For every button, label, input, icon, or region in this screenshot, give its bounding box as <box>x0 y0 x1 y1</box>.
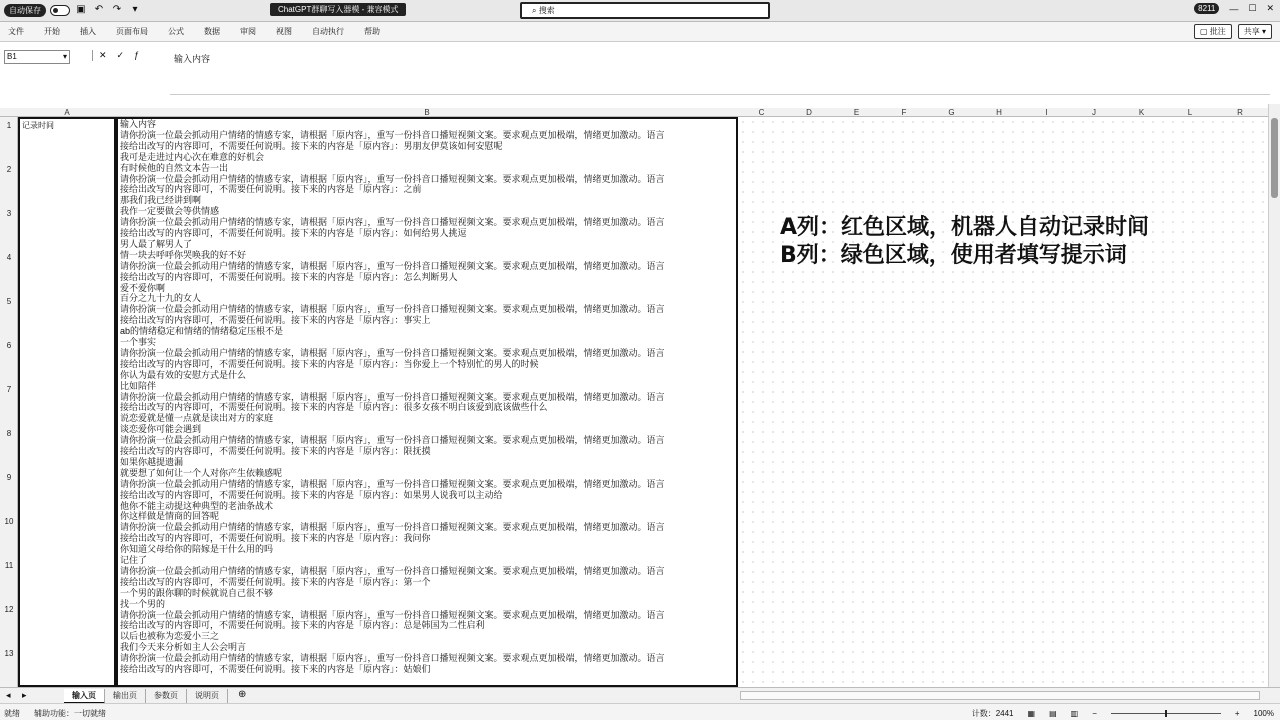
row-header-cell[interactable]: 13 <box>4 649 14 658</box>
cell-b-text-line: 比如陪伴 <box>120 380 157 391</box>
search-icon: ⌕ <box>532 6 537 15</box>
column-header-cell[interactable]: K <box>1138 108 1145 117</box>
horizontal-scrollbar[interactable] <box>740 691 1260 700</box>
redo-icon[interactable]: ↷ <box>112 4 122 15</box>
row-header-cell[interactable]: 5 <box>6 297 12 306</box>
cell-b-text-line: 接给出改写的内容即可，不需要任何说明。接下来的内容是「原内容」：总是韩国为二性启利 <box>120 620 485 631</box>
formula-input[interactable]: 输入内容 <box>174 54 211 64</box>
customize-icon[interactable]: ▾ <box>132 4 138 15</box>
column-header-cell[interactable]: J <box>1092 108 1096 117</box>
row-header-cell[interactable]: 8 <box>6 429 12 438</box>
menu-bar <box>0 22 1280 42</box>
column-header-cell[interactable]: H <box>996 108 1002 117</box>
cell-b-text-line: 百分之九十九的女人 <box>120 293 202 304</box>
cell-b-text-line: 请你扮演一位最会抓动用户情绪的情感专家，请根据「原内容」，重写一份抖音口播短视频文案。要求观点更加极端，情绪更加激动。语言 <box>120 347 665 358</box>
row-header-cell[interactable]: 4 <box>6 253 12 262</box>
status-count: 计数：2441 <box>971 709 1014 718</box>
sheet-tab[interactable]: 输入页 <box>64 689 105 704</box>
row-header-cell[interactable]: 10 <box>4 517 14 526</box>
zoom-slider[interactable] <box>1111 713 1221 714</box>
sheet-tab[interactable]: 参数页 <box>146 689 187 704</box>
cell-b-text-line: 记住了 <box>120 555 148 565</box>
title-bar <box>0 0 1280 22</box>
cell-b-text-line: 请你扮演一位最会抓动用户情绪的情感专家，请根据「原内容」，重写一份抖音口播短视频文案。要求观点更加极端，情绪更加激动。语言 <box>120 304 665 315</box>
zoom-out-icon[interactable]: − <box>1092 709 1097 718</box>
cell-b-text-line: 请你扮演一位最会抓动用户情绪的情感专家，请根据「原内容」，重写一份抖音口播短视频文案。要求观点更加极端，情绪更加激动。语言 <box>120 217 665 228</box>
column-a-region[interactable] <box>18 117 116 687</box>
search-box[interactable] <box>520 2 770 19</box>
row-header-cell[interactable]: 6 <box>6 341 12 350</box>
vertical-scrollbar[interactable] <box>1268 104 1280 688</box>
page-break-icon[interactable]: ▥ <box>1070 709 1079 718</box>
annotation-text <box>780 214 1149 270</box>
tab-next-icon[interactable]: ▸ <box>22 690 27 700</box>
row-header-cell[interactable]: 2 <box>6 165 12 174</box>
row-header-cell[interactable]: 3 <box>6 209 12 218</box>
column-header-cell[interactable]: E <box>853 108 860 117</box>
cell-b-text-line: 情一块去呼呼你哭唤我的好不好 <box>120 249 247 260</box>
cell-b-text-line: 接给出改写的内容即可，不需要任何说明。接下来的内容是「原内容」：事实上 <box>120 315 431 326</box>
menu-item[interactable]: 数据 <box>204 27 220 36</box>
column-header-cell[interactable]: I <box>1045 108 1048 117</box>
column-header-cell[interactable]: A <box>64 108 70 117</box>
cell-b-text-line: 接给出改写的内容即可，不需要任何说明。接下来的内容是「原内容」：我问你 <box>120 533 431 544</box>
cell-b-text-line: 你知道父母给你的陪嫁是干什么用的吗 <box>120 544 274 555</box>
cell-b-text-line: 请你扮演一位最会抓动用户情绪的情感专家，请根据「原内容」，重写一份抖音口播短视频文案。要求观点更加极端，情绪更加激动。语言 <box>120 391 665 402</box>
cell-b-text-line: 接给出改写的内容即可，不需要任何说明。接下来的内容是「原内容」：当你爱上一个特别忙的男人的时候 <box>120 358 539 369</box>
maximize-icon[interactable]: ☐ <box>1248 3 1257 13</box>
cell-b-text-line: ab的情绪稳定和情绪的情绪稳定压根不是 <box>120 326 284 337</box>
status-accessibility[interactable]: 辅助功能：一切就绪 <box>34 709 106 718</box>
row-header <box>0 117 18 687</box>
column-header-cell[interactable]: G <box>948 108 955 117</box>
sheet-tab[interactable]: 说明页 <box>187 689 228 704</box>
cell-b-text-line: 输入内容 <box>120 119 157 129</box>
row-header-cell[interactable]: 9 <box>6 473 12 482</box>
cell-b-text-line: 请你扮演一位最会抓动用户情绪的情感专家，请根据「原内容」，重写一份抖音口播短视频文案。要求观点更加极端，情绪更加激动。语言 <box>120 435 665 446</box>
scrollbar-thumb[interactable] <box>1271 118 1278 198</box>
cell-b-text-line: 说恋爱就是懂一点就是读出对方的家庭 <box>120 413 274 424</box>
zoom-in-icon[interactable]: + <box>1234 709 1240 718</box>
menu-item[interactable]: 审阅 <box>240 27 256 36</box>
close-icon[interactable]: ✕ <box>1266 3 1274 13</box>
cell-b-text-line: 找一个男的 <box>120 598 166 609</box>
user-avatar[interactable]: 8211 <box>1194 3 1219 14</box>
column-header <box>0 108 1280 117</box>
menu-item[interactable]: 公式 <box>168 27 184 36</box>
confirm-icon[interactable]: ✓ <box>116 50 125 60</box>
row-header-cell[interactable]: 1 <box>6 121 12 130</box>
row-header-cell[interactable]: 11 <box>4 561 14 570</box>
menu-item[interactable]: 文件 <box>8 27 24 36</box>
annotation-line-b: B列：绿色区域，使用者填写提示词 <box>780 243 1127 268</box>
file-title: ChatGPT群聊写入器模 - 兼容模式 <box>270 3 406 16</box>
cell-b-text-line: 有时候他的自然文本告一出 <box>120 162 229 173</box>
sheet-tab[interactable]: 输出页 <box>105 689 146 704</box>
menu-item[interactable]: 帮助 <box>364 27 380 36</box>
cell-b-text-line: 请你扮演一位最会抓动用户情绪的情感专家，请根据「原内容」，重写一份抖音口播短视频文案。要求观点更加极端，情绪更加激动。语言 <box>120 522 665 533</box>
cell-b-text-line: 你这样做是情商的回答呢 <box>120 511 220 522</box>
chevron-down-icon[interactable]: ▾ <box>62 52 67 61</box>
cell-b-text-line: 那我们我已经讲到啊 <box>120 195 202 206</box>
share-button[interactable]: 共享 ▾ <box>1238 24 1272 39</box>
cell-b-text-line: 一个男的跟你聊的时候就说自己很不够 <box>120 587 274 598</box>
cell-b-text-line: 就要想了如何让一个人对你产生依赖感呢 <box>120 467 283 478</box>
search-placeholder: 搜索 <box>538 6 555 15</box>
cell-b-text-line: 接给出改写的内容即可，不需要任何说明。接下来的内容是「原内容」：如果男人说我可以主动给 <box>120 489 503 500</box>
cell-b-text-line: 男人最了解男人了 <box>120 238 193 249</box>
name-box[interactable] <box>4 50 70 64</box>
cancel-icon[interactable]: ✕ <box>99 50 107 60</box>
formula-bar <box>0 42 1280 112</box>
autosave-toggle[interactable] <box>50 5 70 16</box>
cell-b-text-line: 他你不能主动提这种典型的老油条战术 <box>120 500 274 511</box>
column-b-region[interactable] <box>116 117 738 687</box>
cell-b-text-line: 接给出改写的内容即可，不需要任何说明。接下来的内容是「原内容」：很多女孩不明白该爱到底该做些什么 <box>120 402 548 413</box>
row-header-cell[interactable]: 12 <box>4 605 14 614</box>
zoom-level[interactable]: 100% <box>1253 709 1274 718</box>
cell-b-text-line: 爱不爱你啊 <box>120 282 166 293</box>
annotation-line-a: A列：红色区域，机器人自动记录时间 <box>780 215 1150 240</box>
cell-b-text-line: 接给出改写的内容即可，不需要任何说明。接下来的内容是「原内容」：怎么判断男人 <box>120 271 458 282</box>
column-header-cell[interactable]: B <box>424 108 430 117</box>
cell-b-text-line: 接给出改写的内容即可，不需要任何说明。接下来的内容是「原内容」：姑娘们 <box>120 664 431 674</box>
cell-b-text-line: 请你扮演一位最会抓动用户情绪的情感专家，请根据「原内容」，重写一份抖音口播短视频文案。要求观点更加极端，情绪更加激动。语言 <box>120 129 665 140</box>
cell-b-text-line: 接给出改写的内容即可，不需要任何说明。接下来的内容是「原内容」：之前 <box>120 184 422 195</box>
share-label: 共享 <box>1243 27 1260 36</box>
status-ready: 就绪 <box>4 709 20 718</box>
column-header-cell[interactable]: R <box>1237 108 1243 117</box>
autosave-label: 自动保存 <box>4 4 46 17</box>
menu-item[interactable]: 视图 <box>276 27 292 36</box>
menu-item[interactable]: 页面布局 <box>116 27 148 36</box>
function-icon[interactable]: ƒ <box>134 50 140 60</box>
cell-b-text-line: 请你扮演一位最会抓动用户情绪的情感专家，请根据「原内容」，重写一份抖音口播短视频文案。要求观点更加极端，情绪更加激动。语言 <box>120 478 665 489</box>
cell-b-text-line: 接给出改写的内容即可，不需要任何说明。接下来的内容是「原内容」：第一个 <box>120 576 431 587</box>
undo-icon[interactable]: ↶ <box>94 4 104 15</box>
menu-item[interactable]: 自动执行 <box>312 27 344 36</box>
cell-b-text-line: 接给出改写的内容即可，不需要任何说明。接下来的内容是「原内容」：如何给男人挑逗 <box>120 228 467 238</box>
row-header-cell[interactable]: 7 <box>6 385 12 394</box>
comment-icon: ▢ <box>1199 27 1208 36</box>
cell-b-text-line: 你认为最有效的安慰方式是什么 <box>120 369 247 380</box>
cell-a1[interactable]: 记录时间 <box>22 121 54 130</box>
column-header-cell[interactable]: C <box>758 108 765 117</box>
status-bar <box>0 703 1280 720</box>
cell-b-text-line: 请你扮演一位最会抓动用户情绪的情感专家，请根据「原内容」，重写一份抖音口播短视频文案。要求观点更加极端，情绪更加激动。语言 <box>120 173 665 184</box>
cell-b-text-line: 一个事实 <box>120 337 157 347</box>
page-layout-icon[interactable]: ▤ <box>1049 709 1057 718</box>
cell-b-text-line: 请你扮演一位最会抓动用户情绪的情感专家，请根据「原内容」，重写一份抖音口播短视频文案。要求观点更加极端，情绪更加激动。语言 <box>120 609 665 620</box>
normal-view-icon[interactable]: ▦ <box>1027 709 1036 718</box>
cell-b-text-line: 请你扮演一位最会抓动用户情绪的情感专家，请根据「原内容」，重写一份抖音口播短视频文案。要求观点更加极端，情绪更加激动。语言 <box>120 565 665 576</box>
cell-b-text-line: 以后也被称为恋爱小三之 <box>120 631 220 642</box>
cell-b-text-line: 接给出改写的内容即可，不需要任何说明。接下来的内容是「原内容」：限抚摸 <box>120 446 431 456</box>
menu-item[interactable]: 插入 <box>80 27 96 36</box>
cell-b-text-line: 如果你越提遗漏 <box>120 456 184 467</box>
cell-b-text-line: 我可是走进过内心次在难意的好机会 <box>120 151 265 162</box>
tab-prev-icon[interactable]: ◂ <box>6 690 11 700</box>
column-header-cell[interactable]: L <box>1187 108 1193 117</box>
name-box-value: B1 <box>7 52 17 61</box>
cell-b-text-line: 接给出改写的内容即可，不需要任何说明。接下来的内容是「原内容」：男朋友伊莫该如何安慰呢 <box>120 140 503 151</box>
minimize-icon[interactable]: — <box>1229 3 1239 14</box>
cell-b-text-line: 谈恋爱你可能会遇到 <box>120 424 202 435</box>
cell-b-text-line: 请你扮演一位最会抓动用户情绪的情感专家，请根据「原内容」，重写一份抖音口播短视频文案。要求观点更加极端，情绪更加激动。语言 <box>120 653 665 664</box>
formula-divider <box>170 94 1270 95</box>
comment-label: 批注 <box>1209 27 1226 36</box>
cell-b-text-line: 请你扮演一位最会抓动用户情绪的情感专家，请根据「原内容」，重写一份抖音口播短视频文案。要求观点更加极端，情绪更加激动。语言 <box>120 260 665 271</box>
menu-item[interactable]: 开始 <box>44 27 60 36</box>
cell-b-text-line: 我作一定要做会等供情感 <box>120 206 220 217</box>
comment-button[interactable] <box>1194 24 1232 39</box>
save-icon[interactable]: ▣ <box>76 4 86 15</box>
column-header-cell[interactable]: D <box>806 108 812 117</box>
column-header-cell[interactable]: F <box>901 108 907 117</box>
cell-b-text-line: 我们今天来分析如主人公会明言 <box>120 642 247 653</box>
add-sheet-icon[interactable]: ⊕ <box>238 689 247 700</box>
sheet-tab-bar <box>0 687 1280 703</box>
